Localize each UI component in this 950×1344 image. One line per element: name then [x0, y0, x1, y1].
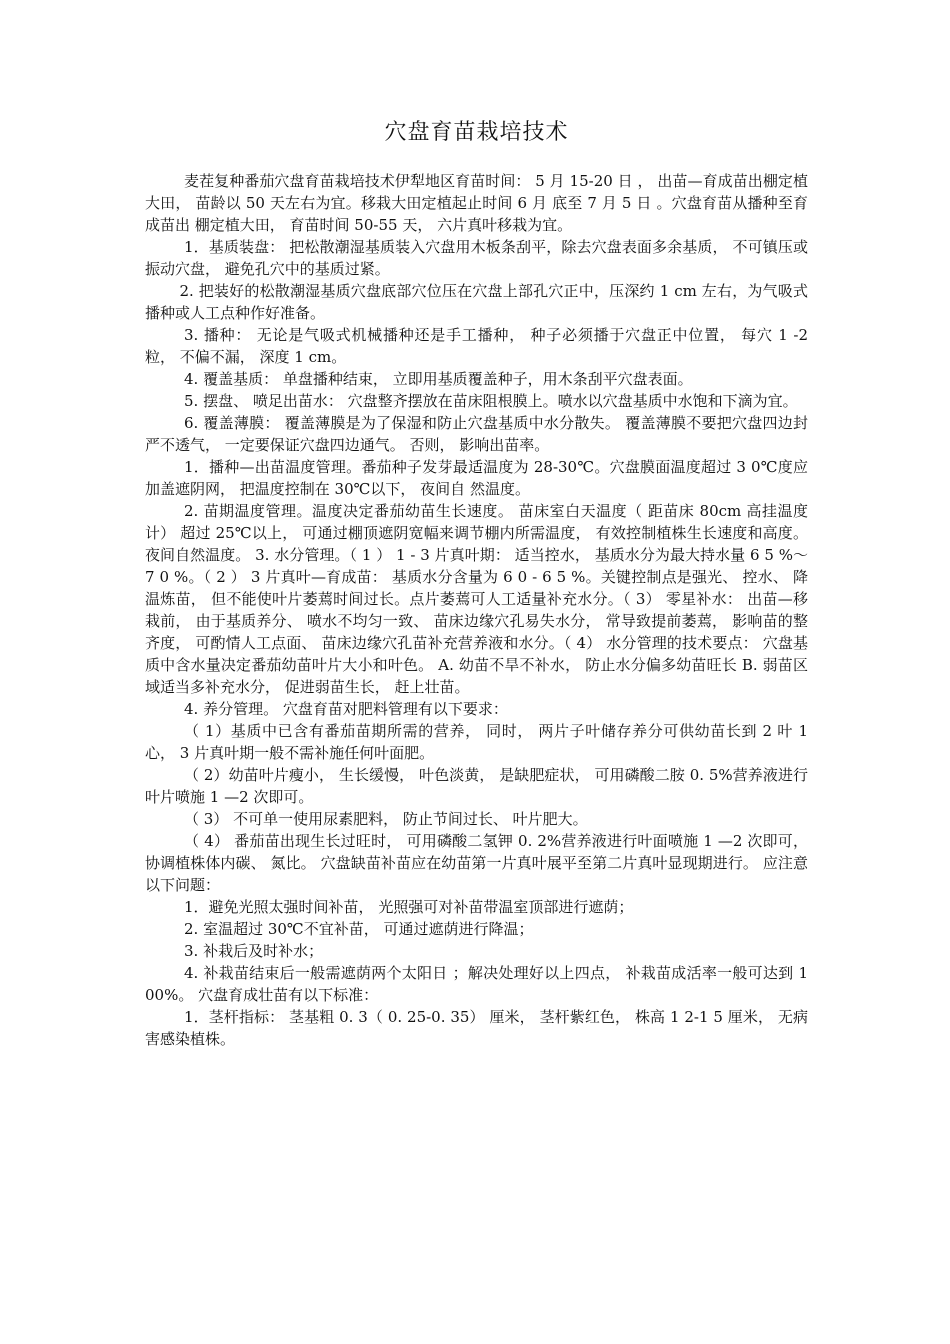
paragraph-replant-3: 3. 补栽后及时补水； [184, 942, 324, 960]
paragraph-temperature-germination: 1．播种—出苗温度管理。番茄种子发芽最适温度为 28-30℃。穴盘膜面温度超过 3 0℃度应加盖遮阴网， 把温度控制在 30℃以下， 夜间自 然温度。 [145, 458, 808, 498]
paragraph-replant-1: 1．避免光照太强时间补苗， 光照强可对补苗带温室顶部进行遮荫； [184, 898, 634, 916]
paragraph-step-4-covering-substrate: 4. 覆盖基质： 单盘播种结束， 立即用基质覆盖种子，用木条刮平穴盘表面。 [184, 370, 693, 388]
paragraph-replant-4: 4. 补栽苗结束后一般需遮荫两个太阳日 ；解决处理好以上四点， 补栽苗成活率一般可达到 1 00%。 穴盘育成壮苗有以下标准： [145, 964, 808, 1004]
paragraph-standard-stem: 1．茎杆指标： 茎基粗 0. 3（ 0. 25-0. 35） 厘米， 茎杆紫红色， 株高 1 2-1 5 厘米， 无病害感染植株。 [145, 1008, 808, 1048]
paragraph-step-1-substrate-filling: 1．基质装盘： 把松散潮湿基质装入穴盘用木板条刮平，除去穴盘表面多余基质， 不可镇压或振动穴盘， 避免孔穴中的基质过紧。 [145, 238, 808, 278]
paragraph-nutrient-4: （ 4） 番茄苗出现生长过旺时， 可用磷酸二氢钾 0. 2%营养液进行叶面喷施 1 —2 次即可， 协调植株体内碳、 氮比。 穴盘缺苗补苗应在幼苗第一片真叶展平至第二片真叶显现期进行。 应注意以下问题： [145, 832, 808, 894]
paragraph-temperature-seedling-water: 2. 苗期温度管理。温度决定番茄幼苗生长速度。 苗床室白天温度（ 距苗床 80cm 高挂温度计） 超过 25℃以上， 可通过棚顶遮阴宽幅来调节棚内所需温度， 有效控制植株生长速度和高度。 夜间自然温度。 3. 水分管理。（ 1 ） 1 - 3 片真叶期： 适当控水， 基质水分为最大持水量 6 5 %～ 7 0 %。（ 2 ） 3 片真叶—育成苗： 基质水分含量为 6 0 - 6 5 %。关键控制点是强光、 控水、 降温炼苗， 但不能使叶片萎蔫时间过长。点片萎蔫可人工适量补充水分。（ 3） 零星补水： 出苗—移栽前， 由于基质养分、 喷水不均匀一致、 苗床边缘穴孔易失水分， 常导致提前萎蔫， 影响苗的整齐度， 可酌情人工点面、 苗床边缘穴孔苗补充营养液和水分。（ 4） 水分管理的技术要点： 穴盘基质中含水量决定番茄幼苗叶片大小和叶色。 A. 幼苗不旱不补水， 防止水分偏多幼苗旺长 B. 弱苗区域适当多补充水分， 促进弱苗生长， 赶上壮苗。 [145, 502, 808, 696]
paragraph-nutrient-3: （ 3） 不可单一使用尿素肥料， 防止节间过长、 叶片肥大。 [184, 810, 588, 828]
document-title: 穴盘育苗栽培技术 [384, 120, 569, 145]
paragraph-step-6-covering-film: 6. 覆盖薄膜： 覆盖薄膜是为了保湿和防止穴盘基质中水分散失。 覆盖薄膜不要把穴盘四边封严不透气， 一定要保证穴盘四边通气。 否则， 影响出苗率。 [145, 414, 808, 454]
paragraph-step-2-pressing: 2. 把装好的松散潮湿基质穴盘底部穴位压在穴盘上部孔穴正中，压深约 1 cm 左右，为气吸式播种或人工点种作好准备。 [145, 282, 808, 322]
paragraph-nutrient-management: 4. 养分管理。 穴盘育苗对肥料管理有以下要求： [184, 700, 508, 718]
paragraph-nutrient-2: （ 2）幼苗叶片瘦小， 生长缓慢， 叶色淡黄， 是缺肥症状， 可用磷酸二胺 0. 5%营养液进行叶片喷施 1 —2 次即可。 [145, 766, 808, 806]
paragraph-nutrient-1: （ 1）基质中已含有番茄苗期所需的营养， 同时， 两片子叶储存养分可供幼苗长到 2 叶 1 心， 3 片真叶期一般不需补施任何叶面肥。 [145, 722, 808, 762]
paragraph-step-5-tray-arrangement: 5. 摆盘、 喷足出苗水： 穴盘整齐摆放在苗床阻根膜上。喷水以穴盘基质中水饱和下滴为宜。 [184, 392, 798, 410]
paragraph-replant-2: 2. 室温超过 30℃不宜补苗， 可通过遮荫进行降温； [184, 920, 534, 938]
document-body [145, 170, 808, 1050]
paragraph-intro: 麦茬复种番茄穴盘育苗栽培技术伊犁地区育苗时间： 5 月 15-20 日 ， 出苗—育成苗出棚定植大田， 苗龄以 50 天左右为宜。移栽大田定植起止时间 6 月 底至 7 月 5 日 。穴盘育苗从播种至育成苗出 棚定植大田， 育苗时间 50-55 天， 六片真叶移栽为宜。 [145, 172, 808, 234]
paragraph-step-3-sowing: 3. 播种： 无论是气吸式机械播种还是手工播种， 种子必须播于穴盘正中位置， 每穴 1 -2 粒， 不偏不漏， 深度 1 cm。 [145, 326, 808, 366]
